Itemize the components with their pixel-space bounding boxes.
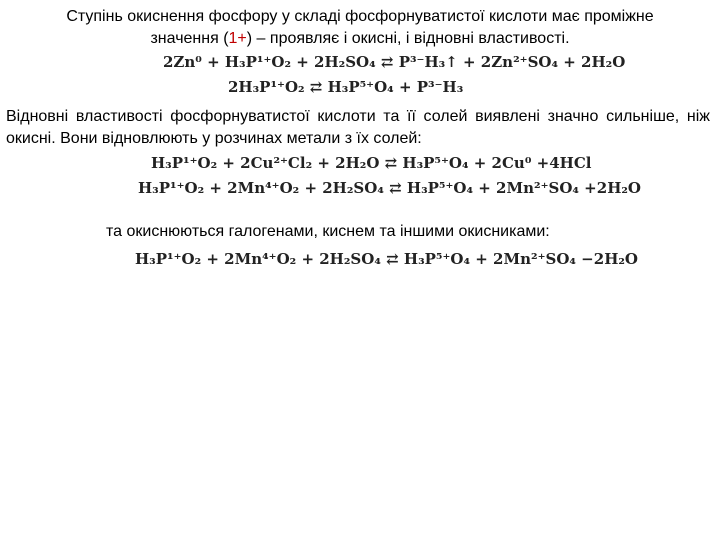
equation-4: H₃P¹⁺O₂ + 2Mn⁴⁺O₂ + 2H₂SO₄ ⇄ H₃P⁵⁺O₄ + 2Mn²⁺SO₄ +2H₂O: [138, 179, 641, 197]
intro-line-2-end: ) – проявляє і окисні, і відновні властивості.: [246, 30, 570, 47]
equation-2: 2H₃P¹⁺O₂ ⇄ H₃P⁵⁺O₄ + P³⁻H₃: [228, 78, 464, 96]
intro-line-1: Ступінь окиснення фосфору у складі фосфорнуватистої кислоти має проміжне: [66, 8, 654, 25]
paragraph-reducing-properties: Відновні властивості фосфорнуватистої кислоти та її солей виявлені значно сильніше, ніж окисні. Вони відновлюють у розчинах метали з їх солей:: [6, 108, 710, 147]
paragraph-oxidation: та окиснюються галогенами, киснем та іншими окисниками:: [106, 223, 550, 240]
equation-1: 2Zn⁰ + H₃P¹⁺O₂ + 2H₂SO₄ ⇄ P³⁻H₃↑ + 2Zn²⁺SO₄ + 2H₂O: [163, 53, 626, 71]
equation-3: H₃P¹⁺O₂ + 2Cu²⁺Cl₂ + 2H₂O ⇄ H₃P⁵⁺O₄ + 2Cu⁰ +4HCl: [151, 154, 592, 172]
intro-line-2-start: значення (: [150, 30, 229, 47]
oxidation-state: 1+: [228, 30, 247, 47]
equation-5: H₃P¹⁺O₂ + 2Mn⁴⁺O₂ + 2H₂SO₄ ⇄ H₃P⁵⁺O₄ + 2Mn²⁺SO₄ −2H₂O: [135, 250, 638, 268]
intro-line-2: [20, 28, 700, 50]
intro-text: [20, 6, 700, 50]
